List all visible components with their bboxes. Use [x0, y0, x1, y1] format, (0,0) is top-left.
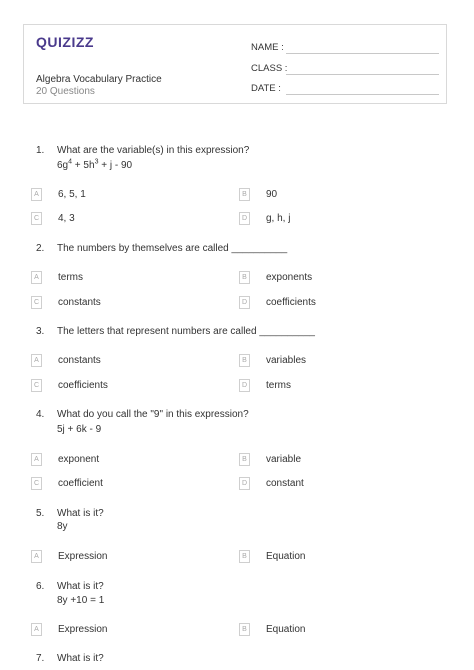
name-field[interactable]	[286, 53, 439, 54]
option-letter: D	[239, 212, 250, 225]
question-text: The letters that represent numbers are called __________	[57, 326, 315, 337]
question-number: 4.	[36, 409, 45, 420]
option-letter: C	[31, 379, 42, 392]
question-number: 2.	[36, 243, 45, 254]
option-letter: A	[31, 354, 42, 367]
option-letter: C	[31, 477, 42, 490]
option-letter: B	[239, 623, 250, 636]
question-expression: 8y +10 = 1	[57, 595, 105, 606]
option-text: terms	[266, 380, 291, 391]
question-number: 6.	[36, 581, 45, 592]
date-field[interactable]	[286, 94, 439, 95]
question-expression: $6g^4 + 5h^3 + j - 90$	[57, 158, 133, 171]
option-letter: D	[239, 477, 250, 490]
option-letter: B	[239, 550, 250, 563]
option-text: Expression	[58, 624, 108, 635]
option-letter: D	[239, 379, 250, 392]
option-text: constants	[58, 297, 101, 308]
option-letter: B	[239, 188, 250, 201]
option-letter: B	[239, 354, 250, 367]
class-field[interactable]	[286, 74, 439, 75]
option-letter: A	[31, 271, 42, 284]
question-expression: 5j + 6k - 9	[57, 424, 102, 435]
question-number: 3.	[36, 326, 45, 337]
option-letter: A	[31, 188, 42, 201]
question-number: 7.	[36, 653, 45, 664]
question-count: 20 Questions	[36, 86, 95, 97]
question-text: What is it?	[57, 581, 104, 592]
question-text: What do you call the "9" in this expression?	[57, 409, 249, 420]
question-text: What are the variable(s) in this expression?	[57, 145, 250, 156]
option-text: 4, 3	[58, 213, 75, 224]
worksheet-title: Algebra Vocabulary Practice	[36, 74, 162, 85]
question-number: 1.	[36, 145, 45, 156]
option-letter: D	[239, 296, 250, 309]
option-text: constant	[266, 478, 304, 489]
question-expression: 8y	[57, 521, 68, 532]
option-letter: B	[239, 453, 250, 466]
option-letter: B	[239, 271, 250, 284]
option-text: 6, 5, 1	[58, 189, 86, 200]
class-label: CLASS :	[251, 63, 288, 74]
worksheet-header	[23, 24, 447, 104]
option-text: terms	[58, 272, 83, 283]
name-label: NAME :	[251, 42, 284, 53]
option-letter: C	[31, 296, 42, 309]
question-text: What is it?	[57, 508, 104, 519]
option-text: coefficients	[58, 380, 108, 391]
option-text: variable	[266, 454, 302, 465]
option-text: Equation	[266, 624, 306, 635]
option-text: constants	[58, 355, 101, 366]
option-letter: A	[31, 453, 42, 466]
option-text: exponents	[266, 272, 313, 283]
option-text: variables	[266, 355, 307, 366]
option-text: exponent	[58, 454, 100, 465]
option-letter: A	[31, 623, 42, 636]
question-number: 5.	[36, 508, 45, 519]
option-text: g, h, j	[266, 213, 291, 224]
option-letter: A	[31, 550, 42, 563]
option-text: coefficient	[58, 478, 103, 489]
quizizz-logo: QUIZIZZ	[36, 34, 94, 50]
date-label: DATE :	[251, 83, 281, 94]
option-text: Equation	[266, 551, 306, 562]
option-text: Expression	[58, 551, 108, 562]
question-text: The numbers by themselves are called __________	[57, 243, 288, 254]
option-text: coefficients	[266, 297, 316, 308]
option-text: 90	[266, 189, 278, 200]
question-text: What is it?	[57, 653, 104, 664]
option-letter: C	[31, 212, 42, 225]
